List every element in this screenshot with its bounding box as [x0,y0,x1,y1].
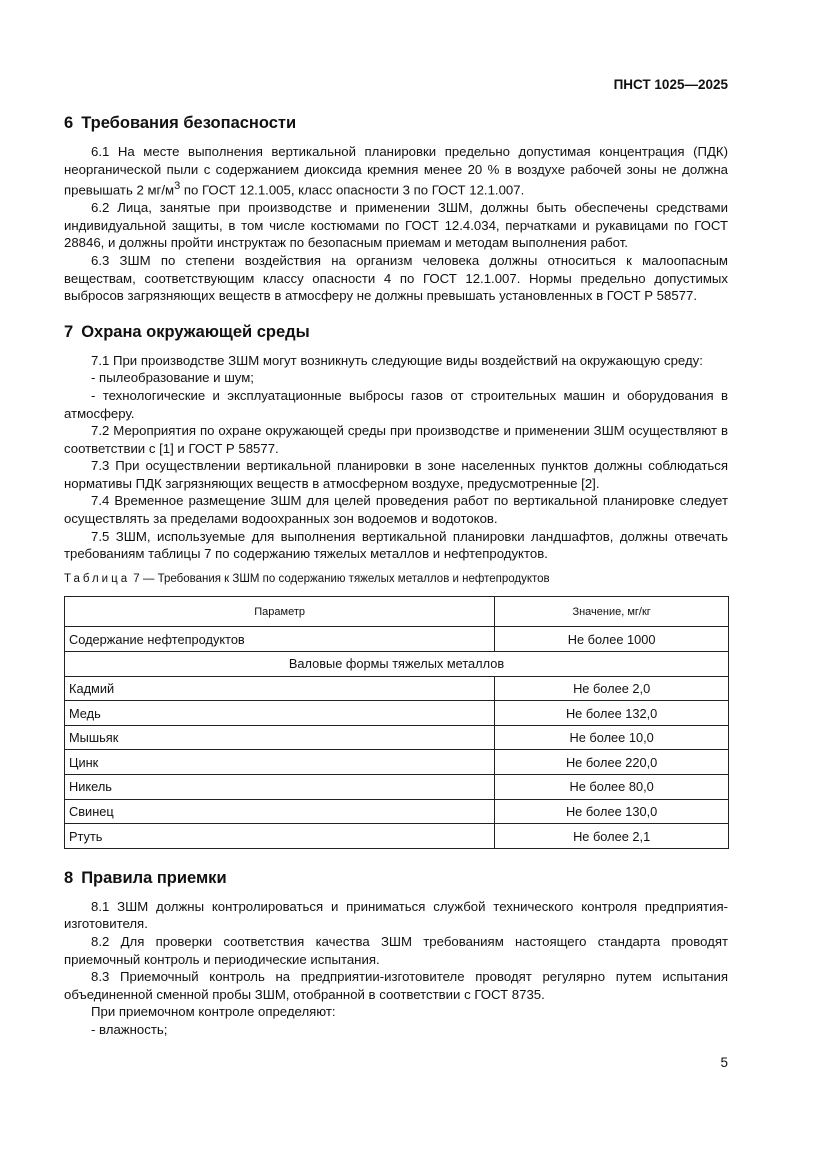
section-6 [64,114,728,305]
paragraph: 6.3 ЗШМ по степени воздействия на организм человека должны относиться к малоопасным веществам, соответствующим классу опасности 4 по ГОСТ 12.1.007. Нормы предельно допустимых выбросов загрязняющих веществ в атмосферу не должны превышать установленных в ГОСТ Р 58577. [64,252,728,304]
list-item: - технологические и эксплуатационные выбросы газов от строительных машин и оборудования в атмосферу. [64,387,728,421]
paragraph: 7.3 При осуществлении вертикальной планировки в зоне населенных пунктов должны соблюдаться нормативы ПДК загрязняющих веществ в атмосферном воздухе, предусмотренные [2]. [64,458,728,491]
list-item: - влажность; [91,1021,168,1037]
section-heading: 8 Правила приемки [64,868,227,887]
table-caption: Таблица 7 — Требования к ЗШМ по содержанию тяжелых металлов и нефтепродуктов [64,572,550,585]
document-header: ПНСТ 1025—2025 [613,77,728,92]
paragraph: 8.1 ЗШМ должны контролироваться и приниматься службой технического контроля предприятия-изготовителя. [64,898,728,932]
paragraph: 7.2 Мероприятия по охране окружающей среды при производстве и применении ЗШМ осуществляют в соответствии с [1] и ГОСТ Р 58577. [64,423,728,456]
paragraph: 8.3 Приемочный контроль на предприятии-изготовителе проводят регулярно путем испытания объединенной сменной пробы ЗШМ, отобранной в соответствии с ГОСТ 8735. [64,969,728,1002]
requirements-table [64,596,729,848]
table-row: Ртуть Не более 2,1 [65,824,729,849]
paragraph: 8.2 Для проверки соответствия качества ЗШМ требованиям настоящего стандарта проводят приемочный контроль и периодические испытания. [64,933,728,967]
table-row: Содержание нефтепродуктов Не более 1000 [65,627,729,652]
paragraph: 7.5 ЗШМ, используемые для выполнения вертикальной планировки ландшафтов, должны отвечать требованиям таблицы 7 по содержанию тяжелых металлов и нефтепродуктов. [64,528,728,562]
paragraph: 7.1 При производстве ЗШМ могут возникнуть следующие виды воздействий на окружающую среду: [91,352,703,368]
page-number: 5 [720,1055,728,1070]
paragraph: 6.1 На месте выполнения вертикальной планировки предельно допустимая концентрация (ПДК) неорганической пыли с содержанием диоксида кремния менее 20 % в воздухе рабочей зоны не должна превышать 2 $мг/м^3$ по ГОСТ 12.1.005, класс опасности 3 по ГОСТ 12.1.007. [64,144,728,198]
list-item: - пылеобразование и шум; [91,370,254,386]
table-row: Свинец Не более 130,0 [65,799,729,824]
table-row: Медь Не более 132,0 [65,701,729,726]
table-row: Цинк Не более 220,0 [65,750,729,775]
section-8 [64,869,728,1039]
column-header: Параметр [65,597,495,627]
section-heading: 7 Охрана окружающей среды [64,322,310,341]
section-7 [64,323,728,849]
table-row: Кадмий Не более 2,0 [65,676,729,701]
paragraph: 6.2 Лица, занятые при производстве и применении ЗШМ, должны быть обеспечены средствами индивидуальной защиты, в том числе костюмами по ГОСТ 12.4.034, перчатками и рукавицами по ГОСТ 28846, и должны пройти инструктаж по безопасным приемам и методам выполнения работ. [64,200,728,251]
paragraph: При приемочном контроле определяют: [91,1004,336,1020]
column-header: Значение, мг/кг [495,597,729,627]
table-row: Никель Не более 80,0 [65,775,729,800]
table-row: Мышьяк Не более 10,0 [65,725,729,750]
table-subheader-row: Валовые формы тяжелых металлов [65,652,729,677]
section-heading: 6 Требования безопасности [64,114,297,132]
paragraph: 7.4 Временное размещение ЗШМ для целей проведения работ по вертикальной планировке следует осуществлять за пределами водоохранных зон водоемов и водотоков. [64,493,728,527]
